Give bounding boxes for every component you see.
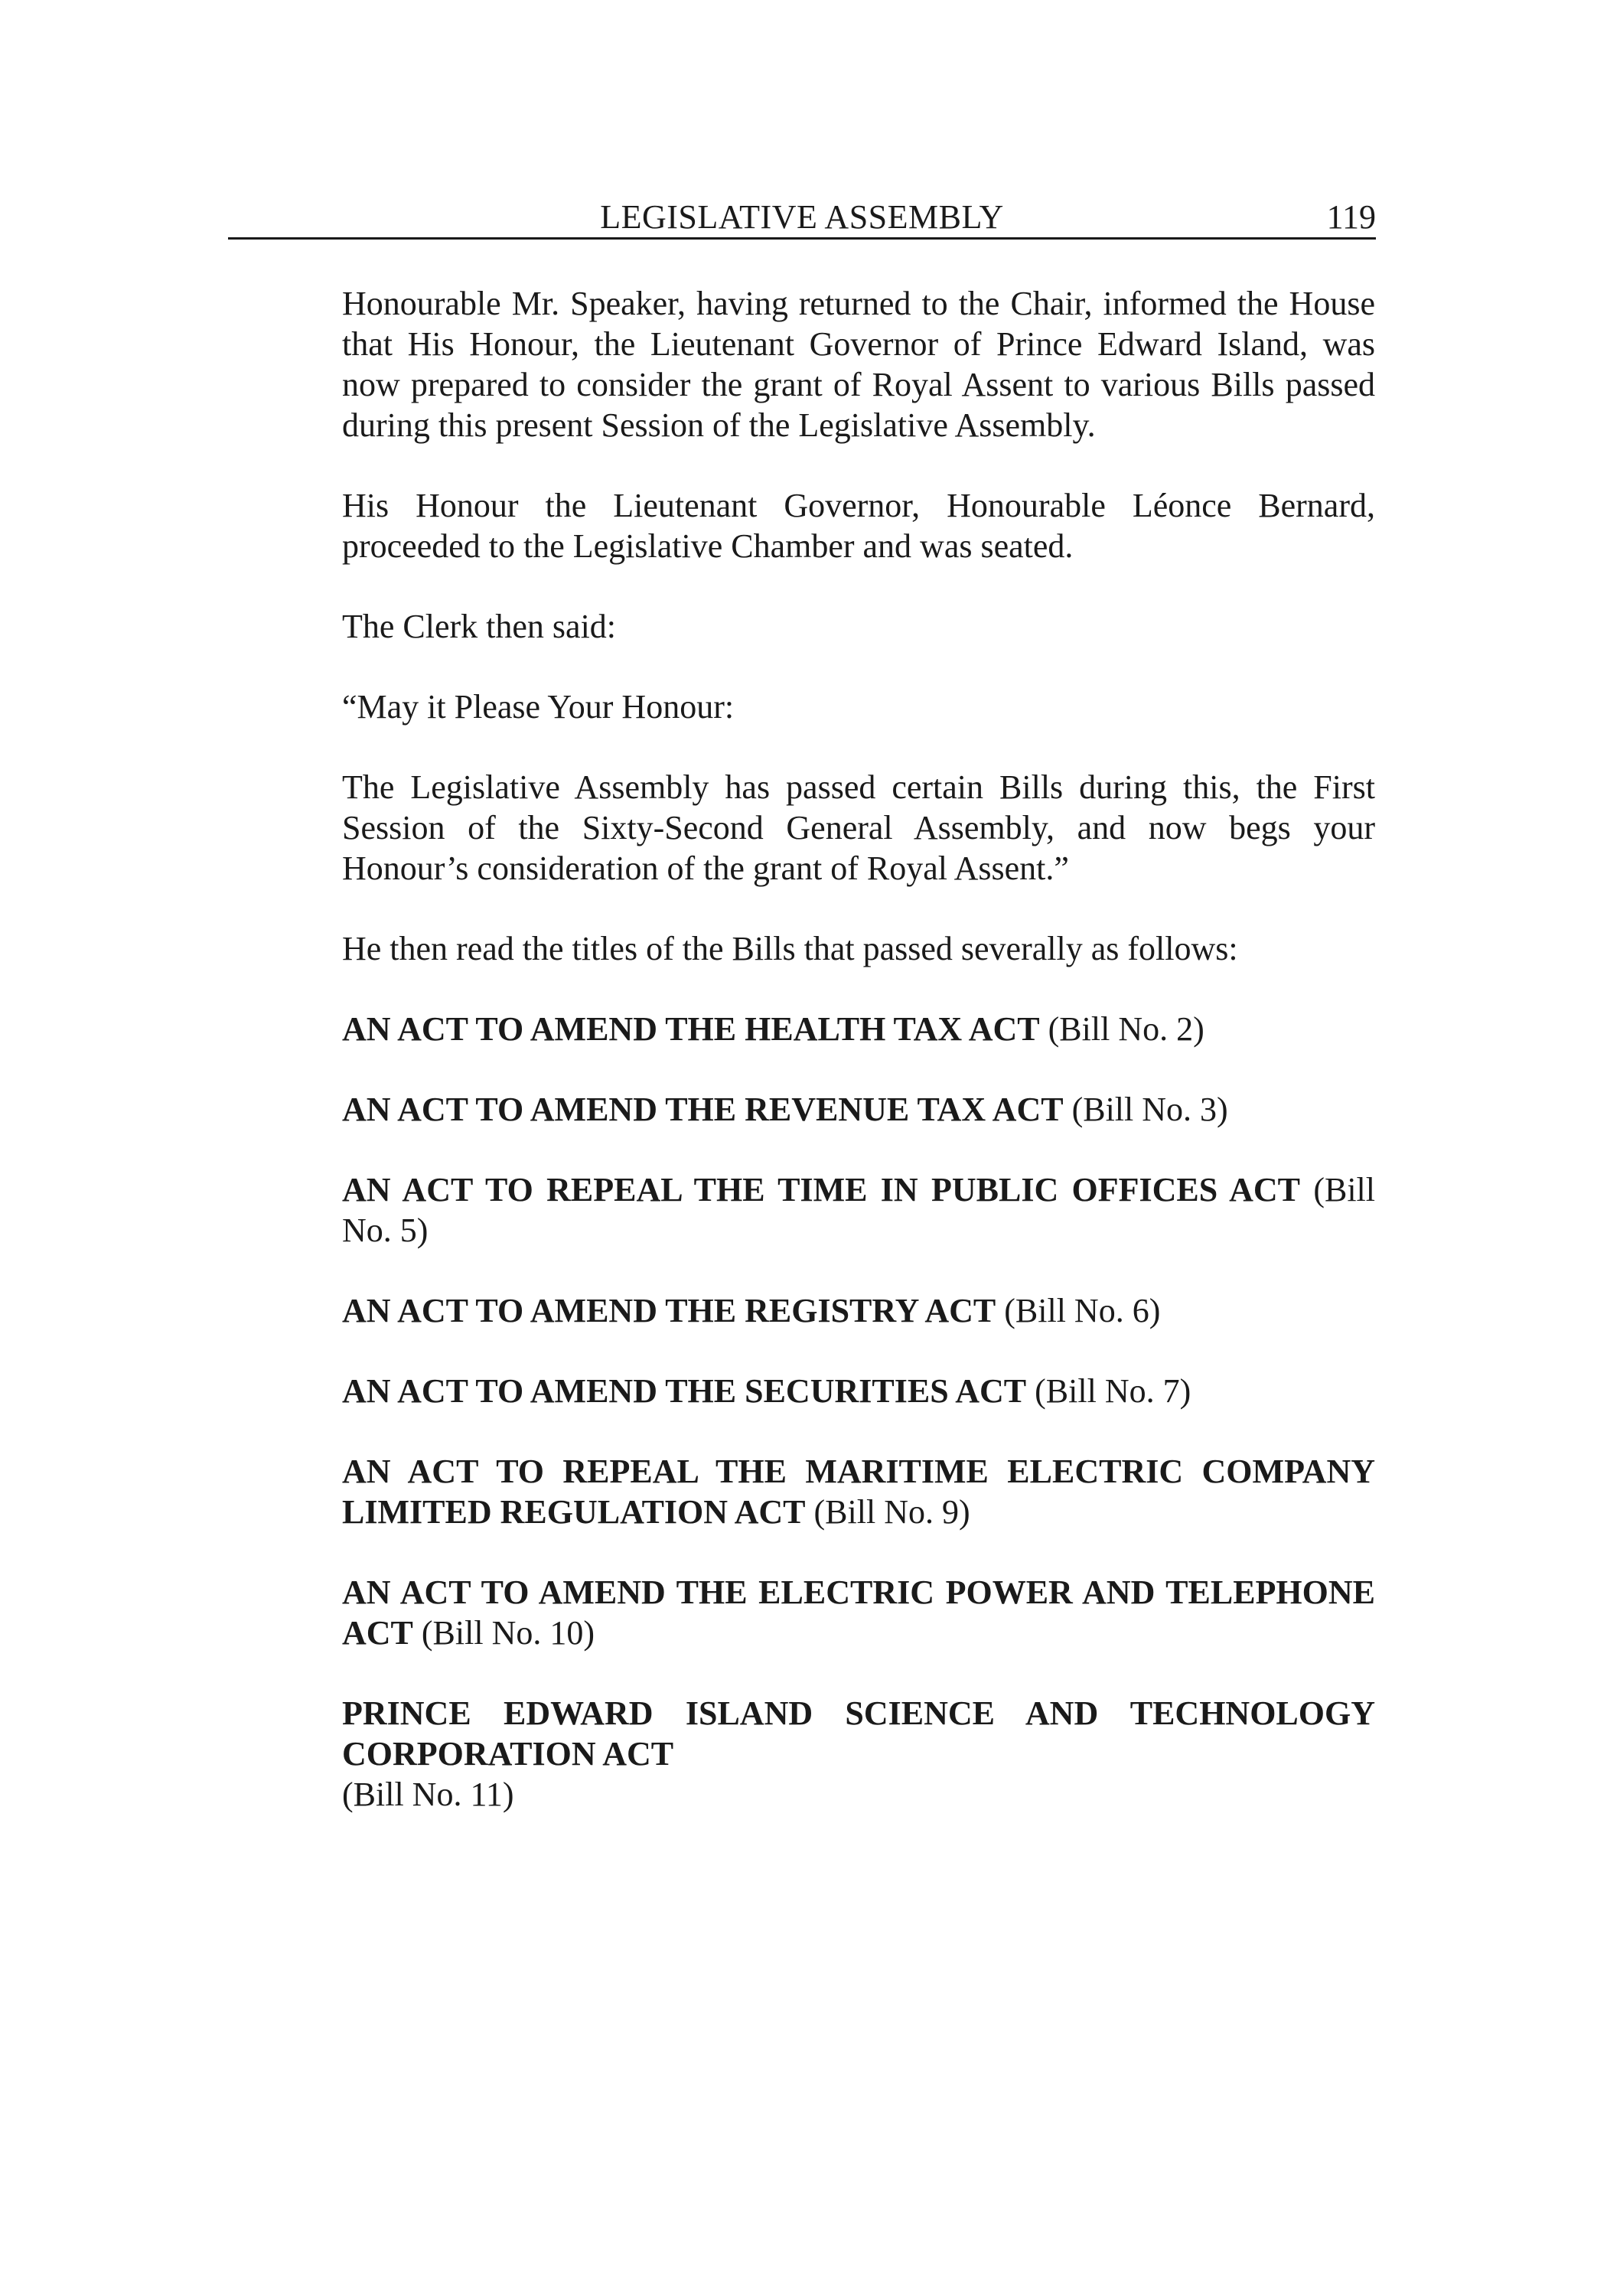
bill-entry-5 — [342, 1169, 1375, 1251]
bill-number: (Bill No. 5) — [342, 1171, 1375, 1249]
bill-number: (Bill No. 11) — [342, 1776, 514, 1813]
page-number: 119 — [1326, 198, 1376, 236]
paragraph-speaker-returned: Honourable Mr. Speaker, having returned to the Chair, informed the House that His Honour, the Lieutenant Governor of Prince Edward Island, was now prepared to consider the grant of Royal Assent to various Bills passed during this present Session of the Legislative Assembly. — [342, 285, 1375, 444]
running-header — [228, 197, 1376, 240]
bill-number: (Bill No. 6) — [1004, 1292, 1161, 1329]
bill-title: AN ACT TO REPEAL THE MARITIME ELECTRIC COMPANY LIMITED REGULATION ACT — [342, 1453, 1375, 1531]
header-title: LEGISLATIVE ASSEMBLY — [600, 198, 1004, 236]
bill-number: (Bill No. 3) — [1071, 1091, 1228, 1128]
bill-number: (Bill No. 2) — [1048, 1010, 1204, 1048]
bill-entry-2 — [342, 1009, 1375, 1049]
bill-number: (Bill No. 7) — [1035, 1372, 1191, 1410]
bill-number: (Bill No. 10) — [421, 1614, 595, 1652]
bill-entry-10 — [342, 1572, 1375, 1653]
paragraph-lieutenant-governor: His Honour the Lieutenant Governor, Honourable Léonce Bernard, proceeded to the Legislative Chamber and was seated. — [342, 487, 1375, 565]
bill-title: AN ACT TO AMEND THE HEALTH TAX ACT — [342, 1010, 1040, 1048]
paragraph-assembly-passed: The Legislative Assembly has passed certain Bills during this, the First Session of the Sixty-Second General Assembly, and now begs your Honour’s consideration of the grant of Royal Assent.” — [342, 768, 1375, 887]
bill-title: AN ACT TO AMEND THE REVENUE TAX ACT — [342, 1091, 1064, 1128]
bill-title: AN ACT TO AMEND THE REGISTRY ACT — [342, 1292, 996, 1329]
bill-entry-9 — [342, 1451, 1375, 1532]
bill-title: PRINCE EDWARD ISLAND SCIENCE AND TECHNOLOGY CORPORATION ACT — [342, 1694, 1375, 1773]
bill-title: AN ACT TO REPEAL THE TIME IN PUBLIC OFFICES ACT — [342, 1171, 1300, 1208]
paragraph-may-it-please: “May it Please Your Honour: — [342, 688, 735, 726]
bill-entry-7 — [342, 1371, 1375, 1411]
body-text — [342, 283, 1375, 1854]
bill-entry-3 — [342, 1089, 1375, 1130]
paragraph-read-titles: He then read the titles of the Bills that passed severally as follows: — [342, 930, 1238, 967]
bill-number: (Bill No. 9) — [813, 1493, 970, 1531]
paragraph-clerk-said: The Clerk then said: — [342, 608, 617, 645]
bill-entry-6 — [342, 1290, 1375, 1331]
bill-title: AN ACT TO AMEND THE ELECTRIC POWER AND TELEPHONE ACT — [342, 1574, 1375, 1652]
bill-entry-11 — [342, 1693, 1375, 1815]
bill-title: AN ACT TO AMEND THE SECURITIES ACT — [342, 1372, 1027, 1410]
